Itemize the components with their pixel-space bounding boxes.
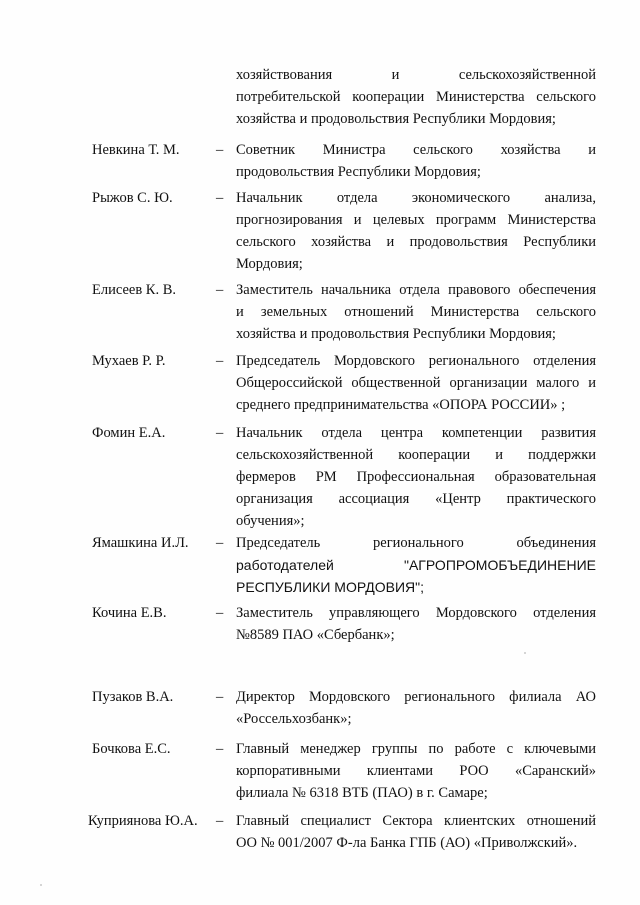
member-name: Мухаев Р. Р. bbox=[92, 353, 166, 369]
member-name: Елисеев К. В. bbox=[92, 282, 177, 298]
text-line: №8589 ПАО «Сбербанк»; bbox=[236, 627, 395, 643]
text-line: и земельных отношений Министерства сельского bbox=[236, 304, 596, 320]
dash-separator: – bbox=[216, 425, 224, 441]
text-line: прогнозирования и целевых программ Министерства bbox=[236, 212, 596, 228]
dash-separator: – bbox=[216, 190, 224, 206]
text-line: Председатель регионального объединения bbox=[236, 535, 596, 551]
member-position bbox=[236, 279, 596, 345]
text-line: Общероссийской общественной организации малого и bbox=[236, 375, 596, 391]
text-line: ОО № 001/2007 Ф-ла Банка ГПБ (АО) «Приволжский». bbox=[236, 835, 578, 851]
member-name: Невкина Т. М. bbox=[92, 142, 180, 158]
member-name: Пузаков В.А. bbox=[92, 689, 174, 705]
member-name: Рыжов С. Ю. bbox=[92, 190, 173, 206]
text-line: Главный специалист Сектора клиентских отношений bbox=[236, 813, 596, 829]
member-position bbox=[236, 350, 596, 416]
dash-separator: – bbox=[216, 535, 224, 551]
text-line: корпоративными клиентами РОО «Саранский» bbox=[236, 763, 596, 779]
text-line: Мордовия; bbox=[236, 256, 303, 272]
dash-separator: – bbox=[216, 813, 224, 829]
text-line: продовольствия Республики Мордовия; bbox=[236, 164, 481, 180]
intro-text bbox=[236, 64, 596, 130]
dash-separator: – bbox=[216, 142, 224, 158]
text-line: хозяйствования и сельскохозяйственной bbox=[236, 67, 596, 83]
text-line: Начальник отдела экономического анализа, bbox=[236, 190, 596, 206]
text-line: Председатель Мордовского регионального отделения bbox=[236, 353, 596, 369]
member-position bbox=[236, 532, 596, 598]
scan-speck bbox=[524, 652, 526, 654]
member-name: Кочина Е.В. bbox=[92, 605, 167, 621]
member-name: Фомин Е.А. bbox=[92, 425, 166, 441]
text-line: Заместитель управляющего Мордовского отделения bbox=[236, 605, 596, 621]
member-position bbox=[236, 139, 596, 183]
member-name: Куприянова Ю.А. bbox=[88, 813, 198, 829]
member-position bbox=[236, 602, 596, 646]
dash-separator: – bbox=[216, 605, 224, 621]
text-line: хозяйства и продовольствия Республики Мордовия; bbox=[236, 326, 556, 342]
text-line: РЕСПУБЛИКИ МОРДОВИЯ"; bbox=[236, 579, 424, 595]
text-line: хозяйства и продовольствия Республики Мордовия; bbox=[236, 111, 556, 127]
member-position bbox=[236, 422, 596, 532]
dash-separator: – bbox=[216, 353, 224, 369]
text-line: среднего предпринимательства «ОПОРА РОССИИ» ; bbox=[236, 397, 566, 413]
text-line: фермеров РМ Профессиональная образовательная bbox=[236, 469, 596, 485]
dash-separator: – bbox=[216, 689, 224, 705]
text-line: Советник Министра сельского хозяйства и bbox=[236, 142, 596, 158]
member-name: Ямашкина И.Л. bbox=[92, 535, 189, 551]
member-position bbox=[236, 738, 596, 804]
text-line: потребительской кооперации Министерства сельского bbox=[236, 89, 596, 105]
member-name: Бочкова Е.С. bbox=[92, 741, 171, 757]
text-line: сельскохозяйственной кооперации и поддержки bbox=[236, 447, 596, 463]
text-line: филиала № 6318 ВТБ (ПАО) в г. Самаре; bbox=[236, 785, 488, 801]
text-line: обучения»; bbox=[236, 513, 305, 529]
text-line: Главный менеджер группы по работе с ключевыми bbox=[236, 741, 596, 757]
dash-separator: – bbox=[216, 741, 224, 757]
text-line: работодателей "АГРОПРОМОБЪЕДИНЕНИЕ bbox=[236, 557, 596, 573]
text-line: сельского хозяйства и продовольствия Республики bbox=[236, 234, 596, 250]
member-position bbox=[236, 686, 596, 730]
member-position bbox=[236, 810, 596, 854]
scan-speck bbox=[40, 884, 42, 886]
member-position bbox=[236, 187, 596, 275]
text-line: Директор Мордовского регионального филиала АО bbox=[236, 689, 596, 705]
text-line: Начальник отдела центра компетенции развития bbox=[236, 425, 596, 441]
dash-separator: – bbox=[216, 282, 224, 298]
text-line: «Россельхозбанк»; bbox=[236, 711, 352, 727]
text-line: организация ассоциация «Центр практического bbox=[236, 491, 596, 507]
text-line: Заместитель начальника отдела правового обеспечения bbox=[236, 282, 596, 298]
